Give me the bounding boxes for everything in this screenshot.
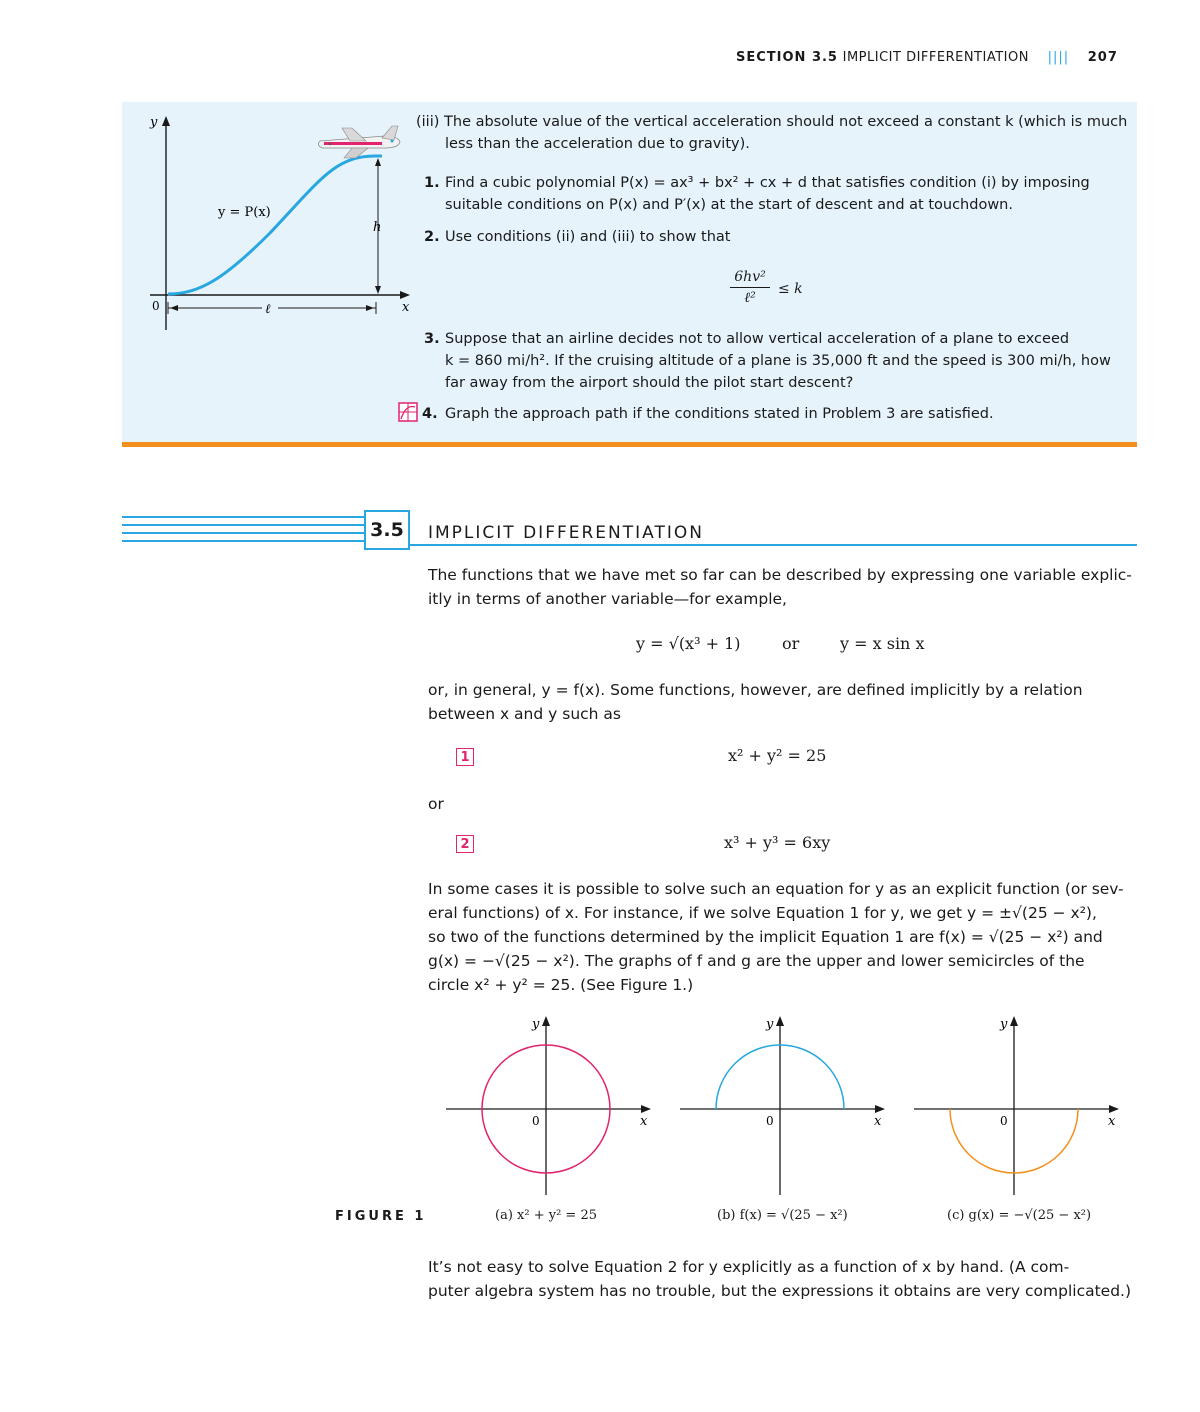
problem-3-line1: Suppose that an airline decides not to allow vertical acceleration of a plane to exceed — [445, 331, 1070, 347]
equation-2-label — [456, 835, 474, 853]
airplane-icon — [318, 126, 400, 158]
problem-3-line3: far away from the airport should the pilot start descent? — [445, 375, 854, 391]
panel-c-y-label: y — [1000, 1017, 1008, 1032]
panel-c-x-label: x — [1108, 1114, 1116, 1129]
problem-1-line2: suitable conditions on P(x) and P′(x) at the start of descent and at touchdown. — [445, 197, 1013, 213]
figure-label: FIGURE 1 — [335, 1209, 427, 1224]
problem-3-line2: k = 860 mi/h². If the cruising altitude of a plane is 35,000 ft and the speed is 300 mi/h, how — [445, 353, 1111, 369]
caption-a: (a) x² + y² = 25 — [495, 1208, 597, 1223]
item-iii-marker: (iii) — [416, 114, 440, 130]
panel-b-y-label: y — [766, 1017, 774, 1032]
caption-c: (c) g(x) = −√(25 − x²) — [947, 1208, 1092, 1223]
problem-4-number: 4. — [422, 406, 438, 422]
diagram-y-label: y — [150, 115, 158, 130]
diagram-x-arrow — [400, 291, 410, 299]
panel-a-origin: 0 — [532, 1114, 540, 1128]
running-head-separator: |||| — [1047, 50, 1070, 65]
equation-1-number: 1 — [460, 749, 470, 765]
inequality-denominator: ℓ² — [744, 290, 756, 306]
caption-b: (b) f(x) = √(25 − x²) — [717, 1208, 848, 1223]
equation-1-label — [456, 748, 474, 766]
paragraph-3-line4: g(x) = −√(25 − x²). The graphs of f and g are the upper and lower semicircles of the — [428, 952, 1085, 970]
problem-2-line1: Use conditions (ii) and (iii) to show that — [445, 229, 731, 245]
inequality-relation: ≤ k — [778, 281, 803, 297]
page-number: 207 — [1087, 50, 1118, 65]
example-xsinx: y = x sin x — [840, 634, 925, 653]
figure-1-graphs — [440, 1010, 1140, 1210]
equation-2: x³ + y³ = 6xy — [724, 833, 831, 852]
heading-rule-3 — [122, 532, 364, 534]
curve-label: y = P(x) — [218, 205, 271, 220]
diagram-x-label: x — [402, 300, 410, 315]
item-iii-line2: less than the acceleration due to gravity). — [445, 136, 750, 152]
paragraph-1 — [428, 563, 1136, 611]
paragraph-3 — [428, 877, 1136, 997]
running-head — [736, 50, 1118, 65]
heading-rule-2 — [122, 524, 364, 526]
item-iii-line1: The absolute value of the vertical acceleration should not exceed a constant k (which is much — [444, 114, 1128, 130]
paragraph-4-line1: It’s not easy to solve Equation 2 for y explicitly as a function of x by hand. (A com- — [428, 1258, 1070, 1276]
heading-rule-4 — [122, 540, 364, 542]
height-label: h — [373, 220, 382, 235]
section-number-box — [364, 510, 410, 550]
section-title-rule — [410, 544, 1137, 546]
paragraph-1-line1: The functions that we have met so far can be described by expressing one variable explic- — [428, 566, 1132, 584]
problem-4-line1: Graph the approach path if the conditions stated in Problem 3 are satisfied. — [445, 406, 994, 422]
paragraph-4 — [428, 1255, 1136, 1303]
panel-a-y-label: y — [532, 1017, 540, 1032]
problem-1-line1: Find a cubic polynomial P(x) = ax³ + bx² + cx + d that satisfies condition (i) by imposing — [445, 175, 1090, 191]
running-head-title: IMPLICIT DIFFERENTIATION — [842, 50, 1029, 65]
project-bottom-rule — [122, 442, 1137, 447]
panel-c-origin: 0 — [1000, 1114, 1008, 1128]
panel-b-origin: 0 — [766, 1114, 774, 1128]
approach-curve — [168, 156, 382, 294]
section-number: 3.5 — [370, 519, 404, 541]
figure-panel-a — [446, 1016, 651, 1195]
running-head-section-label: SECTION 3.5 — [736, 50, 838, 65]
paragraph-3-line1: In some cases it is possible to solve such an equation for y as an explicit function (or sev- — [428, 880, 1124, 898]
diagram-origin: 0 — [152, 299, 160, 313]
paragraph-3-line2: eral functions) of x. For instance, if we solve Equation 1 for y, we get y = ±√(25 − x²), — [428, 904, 1097, 922]
paragraph-2 — [428, 678, 1136, 726]
equation-1: x² + y² = 25 — [728, 746, 827, 765]
problem-3-number: 3. — [424, 331, 440, 347]
panel-b-x-label: x — [874, 1114, 882, 1129]
paragraph-3-line3: so two of the functions determined by the implicit Equation 1 are f(x) = √(25 − x²) and — [428, 928, 1103, 946]
approach-path-diagram — [130, 108, 420, 338]
length-label: ℓ — [265, 302, 271, 317]
figure-panel-b — [680, 1016, 885, 1195]
example-or: or — [782, 634, 800, 653]
example-sqrt: y = √(x³ + 1) — [636, 634, 741, 653]
graphing-calculator-icon — [398, 402, 418, 422]
problem-1-number: 1. — [424, 175, 440, 191]
inequality-numerator: 6hv² — [734, 269, 766, 285]
figure-panel-c — [914, 1016, 1119, 1195]
panel-a-x-label: x — [640, 1114, 648, 1129]
equation-2-number: 2 — [460, 836, 470, 852]
inequality-fraction — [730, 268, 770, 307]
paragraph-2-line2: between x and y such as — [428, 705, 621, 723]
paragraph-2-line1: or, in general, y = f(x). Some functions, however, are defined implicitly by a relation — [428, 681, 1083, 699]
section-title: IMPLICIT DIFFERENTIATION — [428, 523, 704, 543]
problem-2-number: 2. — [424, 229, 440, 245]
heading-rule-1 — [122, 516, 364, 518]
or-word: or — [428, 795, 444, 813]
diagram-y-arrow — [162, 116, 170, 126]
paragraph-3-line5: circle x² + y² = 25. (See Figure 1.) — [428, 976, 694, 994]
paragraph-1-line2: itly in terms of another variable—for example, — [428, 590, 787, 608]
paragraph-4-line2: puter algebra system has no trouble, but the expressions it obtains are very complicated.) — [428, 1282, 1132, 1300]
item-iii — [416, 111, 1127, 133]
